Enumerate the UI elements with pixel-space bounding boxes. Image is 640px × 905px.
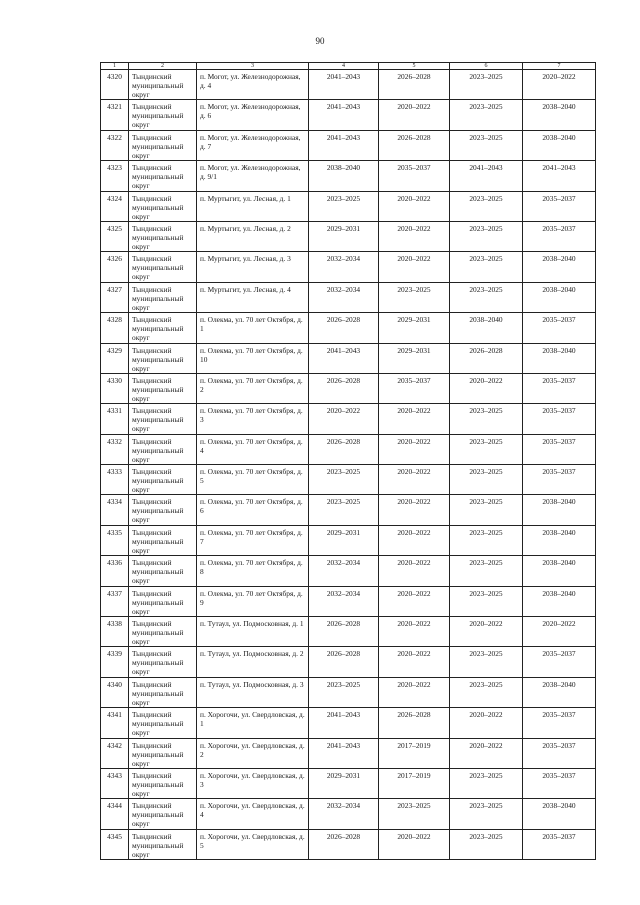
address-cell: п. Олекма, ул. 70 лет Октября, д. 5: [197, 465, 309, 495]
table-row: [101, 556, 596, 586]
table-row: [101, 130, 596, 160]
period-col6-cell: 2023–2025: [450, 130, 523, 160]
table-row: [101, 495, 596, 525]
period-col5-cell: 2017–2019: [379, 738, 450, 768]
table-row: [101, 221, 596, 251]
period-col4-cell: 2032–2034: [309, 586, 379, 616]
period-col7-cell: 2035–2037: [523, 191, 596, 221]
column-number: 3: [197, 63, 309, 70]
district-cell: Тындинский муниципальный округ: [129, 282, 197, 312]
district-cell: Тындинский муниципальный округ: [129, 191, 197, 221]
district-cell: Тындинский муниципальный округ: [129, 221, 197, 251]
period-col5-cell: 2020–2022: [379, 829, 450, 859]
table-row: [101, 586, 596, 616]
period-col5-cell: 2023–2025: [379, 282, 450, 312]
address-cell: п. Муртыгит, ул. Лесная, д. 1: [197, 191, 309, 221]
district-cell: Тындинский муниципальный округ: [129, 768, 197, 798]
period-col6-cell: 2023–2025: [450, 100, 523, 130]
address-cell: п. Могот, ул. Железнодорожная, д. 6: [197, 100, 309, 130]
table-row: [101, 252, 596, 282]
district-cell: Тындинский муниципальный округ: [129, 465, 197, 495]
period-col6-cell: 2023–2025: [450, 404, 523, 434]
period-col5-cell: 2020–2022: [379, 617, 450, 647]
period-col6-cell: 2023–2025: [450, 252, 523, 282]
period-col5-cell: 2017–2019: [379, 768, 450, 798]
row-number: 4345: [101, 829, 129, 859]
row-number: 4341: [101, 708, 129, 738]
period-col4-cell: 2041–2043: [309, 738, 379, 768]
district-cell: Тындинский муниципальный округ: [129, 617, 197, 647]
period-col7-cell: 2038–2040: [523, 799, 596, 829]
period-col7-cell: 2035–2037: [523, 434, 596, 464]
table-row: [101, 161, 596, 191]
period-col7-cell: 2035–2037: [523, 373, 596, 403]
period-col4-cell: 2029–2031: [309, 525, 379, 555]
district-cell: Тындинский муниципальный округ: [129, 677, 197, 707]
period-col5-cell: 2020–2022: [379, 252, 450, 282]
period-col6-cell: 2023–2025: [450, 70, 523, 100]
period-col4-cell: 2023–2025: [309, 465, 379, 495]
period-col4-cell: 2041–2043: [309, 70, 379, 100]
table-row: [101, 100, 596, 130]
address-cell: п. Хорогочи, ул. Свердловская, д. 3: [197, 768, 309, 798]
period-col5-cell: 2020–2022: [379, 495, 450, 525]
district-cell: Тындинский муниципальный округ: [129, 130, 197, 160]
period-col4-cell: 2026–2028: [309, 647, 379, 677]
period-col4-cell: 2026–2028: [309, 313, 379, 343]
period-col7-cell: 2038–2040: [523, 525, 596, 555]
period-col7-cell: 2035–2037: [523, 829, 596, 859]
period-col4-cell: 2032–2034: [309, 282, 379, 312]
district-cell: Тындинский муниципальный округ: [129, 373, 197, 403]
period-col6-cell: 2023–2025: [450, 191, 523, 221]
period-col6-cell: 2023–2025: [450, 434, 523, 464]
period-col6-cell: 2023–2025: [450, 282, 523, 312]
table-row: [101, 404, 596, 434]
district-cell: Тындинский муниципальный округ: [129, 252, 197, 282]
period-col5-cell: 2020–2022: [379, 465, 450, 495]
period-col7-cell: 2038–2040: [523, 252, 596, 282]
table-row: [101, 525, 596, 555]
table-row: [101, 647, 596, 677]
address-cell: п. Олекма, ул. 70 лет Октября, д. 4: [197, 434, 309, 464]
period-col6-cell: 2023–2025: [450, 829, 523, 859]
period-col7-cell: 2035–2037: [523, 465, 596, 495]
period-col4-cell: 2032–2034: [309, 252, 379, 282]
period-col5-cell: 2020–2022: [379, 586, 450, 616]
period-col7-cell: 2035–2037: [523, 404, 596, 434]
period-col6-cell: 2020–2022: [450, 738, 523, 768]
district-cell: Тындинский муниципальный округ: [129, 161, 197, 191]
district-cell: Тындинский муниципальный округ: [129, 495, 197, 525]
period-col7-cell: 2020–2022: [523, 70, 596, 100]
table-row: [101, 738, 596, 768]
row-number: 4338: [101, 617, 129, 647]
housing-register-table: [100, 62, 596, 860]
period-col6-cell: 2023–2025: [450, 495, 523, 525]
period-col4-cell: 2026–2028: [309, 434, 379, 464]
page-number: 90: [315, 36, 325, 46]
table-row: [101, 799, 596, 829]
district-cell: Тындинский муниципальный округ: [129, 586, 197, 616]
period-col7-cell: 2035–2037: [523, 768, 596, 798]
period-col6-cell: 2041–2043: [450, 161, 523, 191]
column-number: 1: [101, 63, 129, 70]
period-col5-cell: 2020–2022: [379, 556, 450, 586]
address-cell: п. Муртыгит, ул. Лесная, д. 4: [197, 282, 309, 312]
period-col7-cell: 2038–2040: [523, 495, 596, 525]
row-number: 4340: [101, 677, 129, 707]
period-col4-cell: 2041–2043: [309, 100, 379, 130]
address-cell: п. Тутаул, ул. Подмосковная, д. 2: [197, 647, 309, 677]
column-number: 4: [309, 63, 379, 70]
period-col7-cell: 2038–2040: [523, 282, 596, 312]
address-cell: п. Олекма, ул. 70 лет Октября, д. 2: [197, 373, 309, 403]
row-number: 4336: [101, 556, 129, 586]
district-cell: Тындинский муниципальный округ: [129, 70, 197, 100]
period-col7-cell: 2038–2040: [523, 130, 596, 160]
period-col6-cell: 2023–2025: [450, 647, 523, 677]
period-col5-cell: 2020–2022: [379, 404, 450, 434]
district-cell: Тындинский муниципальный округ: [129, 434, 197, 464]
row-number: 4324: [101, 191, 129, 221]
period-col4-cell: 2026–2028: [309, 829, 379, 859]
period-col4-cell: 2023–2025: [309, 677, 379, 707]
period-col6-cell: 2023–2025: [450, 556, 523, 586]
period-col4-cell: 2026–2028: [309, 373, 379, 403]
column-numbers-row: [101, 63, 596, 70]
address-cell: п. Муртыгит, ул. Лесная, д. 3: [197, 252, 309, 282]
address-cell: п. Могот, ул. Железнодорожная, д. 7: [197, 130, 309, 160]
row-number: 4330: [101, 373, 129, 403]
table-row: [101, 70, 596, 100]
period-col4-cell: 2029–2031: [309, 221, 379, 251]
row-number: 4329: [101, 343, 129, 373]
period-col6-cell: 2023–2025: [450, 799, 523, 829]
row-number: 4332: [101, 434, 129, 464]
address-cell: п. Олекма, ул. 70 лет Октября, д. 6: [197, 495, 309, 525]
period-col4-cell: 2026–2028: [309, 617, 379, 647]
period-col6-cell: 2023–2025: [450, 525, 523, 555]
period-col7-cell: 2041–2043: [523, 161, 596, 191]
period-col6-cell: 2020–2022: [450, 617, 523, 647]
table-row: [101, 434, 596, 464]
period-col5-cell: 2026–2028: [379, 708, 450, 738]
period-col5-cell: 2035–2037: [379, 161, 450, 191]
address-cell: п. Олекма, ул. 70 лет Октября, д. 8: [197, 556, 309, 586]
address-cell: п. Олекма, ул. 70 лет Октября, д. 3: [197, 404, 309, 434]
period-col5-cell: 2035–2037: [379, 373, 450, 403]
period-col4-cell: 2020–2022: [309, 404, 379, 434]
district-cell: Тындинский муниципальный округ: [129, 404, 197, 434]
table-row: [101, 373, 596, 403]
period-col6-cell: 2038–2040: [450, 313, 523, 343]
row-number: 4323: [101, 161, 129, 191]
period-col7-cell: 2038–2040: [523, 100, 596, 130]
row-number: 4337: [101, 586, 129, 616]
address-cell: п. Хорогочи, ул. Свердловская, д. 2: [197, 738, 309, 768]
row-number: 4333: [101, 465, 129, 495]
period-col5-cell: 2023–2025: [379, 799, 450, 829]
table-row: [101, 617, 596, 647]
period-col7-cell: 2038–2040: [523, 586, 596, 616]
row-number: 4320: [101, 70, 129, 100]
district-cell: Тындинский муниципальный округ: [129, 343, 197, 373]
row-number: 4321: [101, 100, 129, 130]
address-cell: п. Хорогочи, ул. Свердловская, д. 4: [197, 799, 309, 829]
row-number: 4325: [101, 221, 129, 251]
row-number: 4328: [101, 313, 129, 343]
period-col4-cell: 2041–2043: [309, 343, 379, 373]
column-number: 2: [129, 63, 197, 70]
table-row: [101, 677, 596, 707]
period-col5-cell: 2020–2022: [379, 647, 450, 677]
period-col5-cell: 2020–2022: [379, 191, 450, 221]
row-number: 4334: [101, 495, 129, 525]
period-col6-cell: 2020–2022: [450, 708, 523, 738]
district-cell: Тындинский муниципальный округ: [129, 738, 197, 768]
table-row: [101, 191, 596, 221]
district-cell: Тындинский муниципальный округ: [129, 829, 197, 859]
address-cell: п. Олекма, ул. 70 лет Октября, д. 1: [197, 313, 309, 343]
address-cell: п. Могот, ул. Железнодорожная, д. 9/1: [197, 161, 309, 191]
district-cell: Тындинский муниципальный округ: [129, 313, 197, 343]
period-col4-cell: 2029–2031: [309, 768, 379, 798]
period-col5-cell: 2026–2028: [379, 70, 450, 100]
row-number: 4343: [101, 768, 129, 798]
period-col5-cell: 2020–2022: [379, 100, 450, 130]
period-col4-cell: 2041–2043: [309, 130, 379, 160]
period-col7-cell: 2035–2037: [523, 647, 596, 677]
district-cell: Тындинский муниципальный округ: [129, 647, 197, 677]
address-cell: п. Муртыгит, ул. Лесная, д. 2: [197, 221, 309, 251]
period-col5-cell: 2020–2022: [379, 677, 450, 707]
address-cell: п. Хорогочи, ул. Свердловская, д. 5: [197, 829, 309, 859]
period-col4-cell: 2023–2025: [309, 191, 379, 221]
address-cell: п. Тутаул, ул. Подмосковная, д. 1: [197, 617, 309, 647]
table-row: [101, 708, 596, 738]
period-col6-cell: 2023–2025: [450, 586, 523, 616]
period-col5-cell: 2020–2022: [379, 434, 450, 464]
period-col7-cell: 2020–2022: [523, 617, 596, 647]
address-cell: п. Олекма, ул. 70 лет Октября, д. 10: [197, 343, 309, 373]
period-col6-cell: 2023–2025: [450, 465, 523, 495]
address-cell: п. Тутаул, ул. Подмосковная, д. 3: [197, 677, 309, 707]
row-number: 4326: [101, 252, 129, 282]
period-col6-cell: 2020–2022: [450, 373, 523, 403]
period-col7-cell: 2035–2037: [523, 313, 596, 343]
period-col6-cell: 2023–2025: [450, 677, 523, 707]
period-col5-cell: 2029–2031: [379, 343, 450, 373]
period-col7-cell: 2038–2040: [523, 556, 596, 586]
column-number: 7: [523, 63, 596, 70]
period-col7-cell: 2035–2037: [523, 708, 596, 738]
period-col7-cell: 2038–2040: [523, 677, 596, 707]
row-number: 4322: [101, 130, 129, 160]
period-col5-cell: 2020–2022: [379, 525, 450, 555]
period-col7-cell: 2035–2037: [523, 221, 596, 251]
row-number: 4344: [101, 799, 129, 829]
period-col6-cell: 2026–2028: [450, 343, 523, 373]
district-cell: Тындинский муниципальный округ: [129, 525, 197, 555]
row-number: 4342: [101, 738, 129, 768]
period-col7-cell: 2038–2040: [523, 343, 596, 373]
period-col4-cell: 2023–2025: [309, 495, 379, 525]
table-row: [101, 829, 596, 859]
address-cell: п. Олекма, ул. 70 лет Октября, д. 7: [197, 525, 309, 555]
table-row: [101, 282, 596, 312]
period-col4-cell: 2038–2040: [309, 161, 379, 191]
period-col5-cell: 2029–2031: [379, 313, 450, 343]
period-col6-cell: 2023–2025: [450, 221, 523, 251]
period-col4-cell: 2041–2043: [309, 708, 379, 738]
row-number: 4339: [101, 647, 129, 677]
row-number: 4331: [101, 404, 129, 434]
period-col6-cell: 2023–2025: [450, 768, 523, 798]
period-col7-cell: 2035–2037: [523, 738, 596, 768]
period-col5-cell: 2020–2022: [379, 221, 450, 251]
address-cell: п. Могот, ул. Железнодорожная, д. 4: [197, 70, 309, 100]
column-number: 6: [450, 63, 523, 70]
table-row: [101, 768, 596, 798]
address-cell: п. Олекма, ул. 70 лет Октября, д. 9: [197, 586, 309, 616]
table-row: [101, 313, 596, 343]
district-cell: Тындинский муниципальный округ: [129, 556, 197, 586]
period-col5-cell: 2026–2028: [379, 130, 450, 160]
table-row: [101, 465, 596, 495]
address-cell: п. Хорогочи, ул. Свердловская, д. 1: [197, 708, 309, 738]
row-number: 4327: [101, 282, 129, 312]
table-row: [101, 343, 596, 373]
row-number: 4335: [101, 525, 129, 555]
period-col4-cell: 2032–2034: [309, 556, 379, 586]
district-cell: Тындинский муниципальный округ: [129, 708, 197, 738]
column-number: 5: [379, 63, 450, 70]
district-cell: Тындинский муниципальный округ: [129, 100, 197, 130]
period-col4-cell: 2032–2034: [309, 799, 379, 829]
district-cell: Тындинский муниципальный округ: [129, 799, 197, 829]
